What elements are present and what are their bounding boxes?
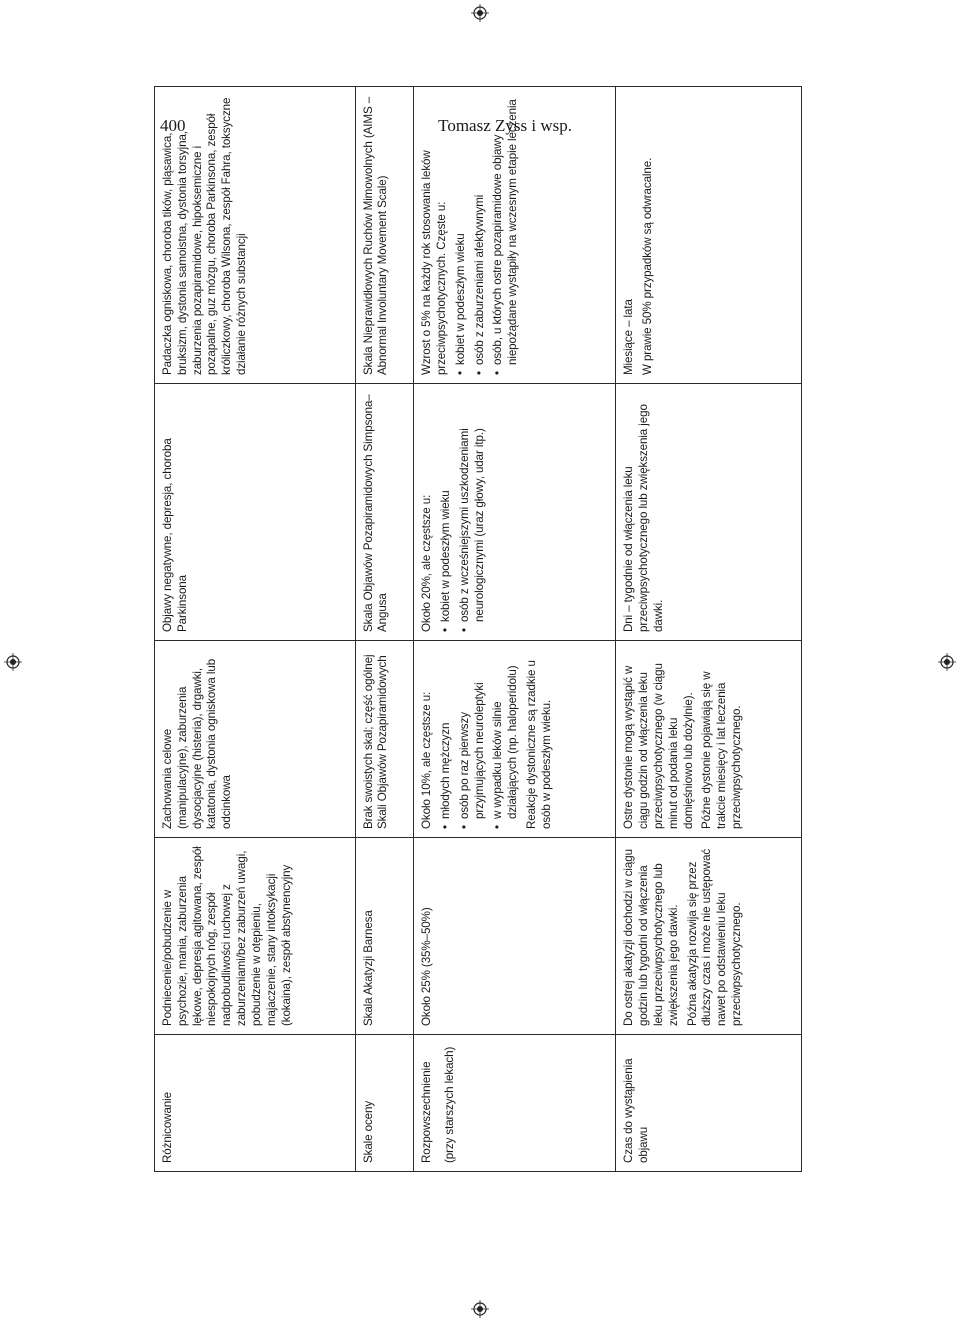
list-item: • kobiet w podeszłym wieku bbox=[454, 95, 469, 375]
registration-mark-right-icon bbox=[938, 653, 956, 671]
cell-skale-dystonia: Brak swoistych skal; część ogólnej Skali Objawów Pozapiramidowych bbox=[355, 641, 413, 838]
dyskinezy-risk-list bbox=[454, 95, 521, 375]
parkinsonizm-prevalence-intro: Około 20%, ale częstsze u: bbox=[420, 494, 434, 632]
cell-rozpowszechnienie-dystonia bbox=[414, 641, 616, 838]
dyskinezy-reversibility: W prawie 50% przypadków są odwracalne. bbox=[641, 157, 655, 375]
list-item: • młodych mężczyzn bbox=[439, 649, 454, 829]
cell-roznicowanie-akatyzja: Podniecenie/pobudzenie w psychozie, mania, zaburzenia lękowe, depresja agitowana, zespół niespokojnych nóg, zespół nadpobudliwości ruchowej z zaburzeniami/bez zaburzeń uwagi, pobudzenie w otępieniu, majaczenie, stany intoksykacji (kokaina), zespół abstynencyjny bbox=[155, 838, 356, 1035]
registration-mark-left-icon bbox=[4, 653, 22, 671]
table-row-skale bbox=[355, 87, 413, 1172]
table-row-roznicowanie bbox=[155, 87, 356, 1172]
cell-roznicowanie-parkinsonizm: Objawy negatywne, depresja, choroba Parkinsona bbox=[155, 384, 356, 641]
akatyzja-onset-acute: Do ostrej akatyzji dochodzi w ciągu godzin lub tygodni od włączenia leku przeciwpsychotycznego lub zwiększenia jego dawki. bbox=[622, 849, 680, 1026]
list-item: • osób, u których ostre pozapiramidowe objawy niepożądane wystąpiły na wczesnym etapie leczenia bbox=[491, 95, 521, 375]
parkinsonizm-risk-list bbox=[439, 392, 487, 632]
cell-roznicowanie-dyskinezy: Padaczka ogniskowa, choroba tików, pląsawica, bruksizm, dystonia samoistna, dystonia torsyjna, zaburzenia pozapiramidowe, hipoksemiczne i pozapalne, guz mózgu, choroba Parkinsona, zespół króliczkowy, choroba Wilsona, zespół Fahra, toksyczne działanie różnych substancji bbox=[155, 87, 356, 384]
cell-rozpowszechnienie-parkinsonizm bbox=[414, 384, 616, 641]
row-label-rozpowszechnienie bbox=[414, 1035, 616, 1172]
list-item: • osób z wcześniejszymi uszkodzeniami neurologicznymi (uraz głowy, udar itp.) bbox=[458, 392, 488, 632]
row-label-roznicowanie: Różnicowanie bbox=[155, 1035, 356, 1172]
registration-mark-top-icon bbox=[471, 4, 489, 22]
cell-skale-parkinsonizm: Skala Objawów Pozapiramidowych Simpsona–Angusa bbox=[355, 384, 413, 641]
dystonia-prevalence-note: Reakcje dystoniczne są rzadkie u osób w podeszłym wieku. bbox=[524, 660, 553, 829]
cell-czas-parkinsonizm: Dni – tygodnie od włączenia leku przeciwpsychotycznego lub zwiększenia jego dawki. bbox=[616, 384, 802, 641]
comparison-table bbox=[154, 86, 802, 1172]
table-row-rozpowszechnienie bbox=[414, 87, 616, 1172]
cell-czas-akatyzja bbox=[616, 838, 802, 1035]
row-label-rozpowszechnienie-main: Rozpowszechnienie bbox=[420, 1061, 434, 1163]
list-item: • osób po raz pierwszy przyjmujących neuroleptyki bbox=[458, 649, 488, 829]
dystonia-prevalence-intro: Około 10%, ale częstsze u: bbox=[420, 691, 434, 829]
running-header-authors: Tomasz Zyss i wsp. bbox=[438, 116, 572, 135]
dystonia-risk-list bbox=[439, 649, 521, 829]
row-label-rozpowszechnienie-sub: (przy starszych lekach) bbox=[442, 1046, 456, 1163]
dyskinezy-prevalence-intro: Wzrost o 5% na każdy rok stosowania leków przeciwpsychotycznych. Częste u: bbox=[420, 150, 448, 375]
dystonia-onset-acute: Ostre dystonie mogą wystąpić w ciągu godzin od włączenia leku przeciwpsychotycznego (w ciągu minut od podania leku domięśniowo lub dożylnie). bbox=[622, 663, 695, 829]
row-label-skale: Skale oceny bbox=[355, 1035, 413, 1172]
page-number: 400 bbox=[160, 116, 186, 135]
cell-rozpowszechnienie-dyskinezy bbox=[414, 87, 616, 384]
akatyzja-onset-late: Późna akatyzja rozwija się przez dłuższy czas i może nie ustępować nawet po odstawieniu leku przeciwpsychotycznego. bbox=[685, 848, 744, 1026]
cell-rozpowszechnienie-akatyzja: Około 25% (35%–50%) bbox=[414, 838, 616, 1035]
cell-skale-akatyzja: Skala Akatyzji Barnesa bbox=[355, 838, 413, 1035]
list-item: • kobiet w podeszłym wieku bbox=[439, 392, 454, 632]
cell-skale-dyskinezy: Skala Nieprawidłowych Ruchów Mimowolnych (AIMS – Abnormal Involuntary Movement Scale) bbox=[355, 87, 413, 384]
cell-czas-dyskinezy bbox=[616, 87, 802, 384]
registration-mark-bottom-icon bbox=[471, 1300, 489, 1318]
dyskinezy-onset: Miesiące – lata bbox=[622, 299, 636, 375]
list-item: • w wypadku leków silnie działających (np. haloperidolu) bbox=[491, 649, 521, 829]
table-row-czas bbox=[616, 87, 802, 1172]
list-item: • osób z zaburzeniami afektywnymi bbox=[473, 95, 488, 375]
cell-roznicowanie-dystonia: Zachowania celowe (manipulacyjne), zaburzenia dysocjacyjne (histeria), drgawki, katatonia, dystonia ogniskowa lub odcinkowa bbox=[155, 641, 356, 838]
cell-czas-dystonia bbox=[616, 641, 802, 838]
row-label-czas: Czas do wystąpienia objawu bbox=[616, 1035, 802, 1172]
dystonia-onset-late: Późne dystonie pojawiają się w trakcie miesięcy i lat leczenia przeciwpsychotycznego. bbox=[700, 671, 744, 829]
